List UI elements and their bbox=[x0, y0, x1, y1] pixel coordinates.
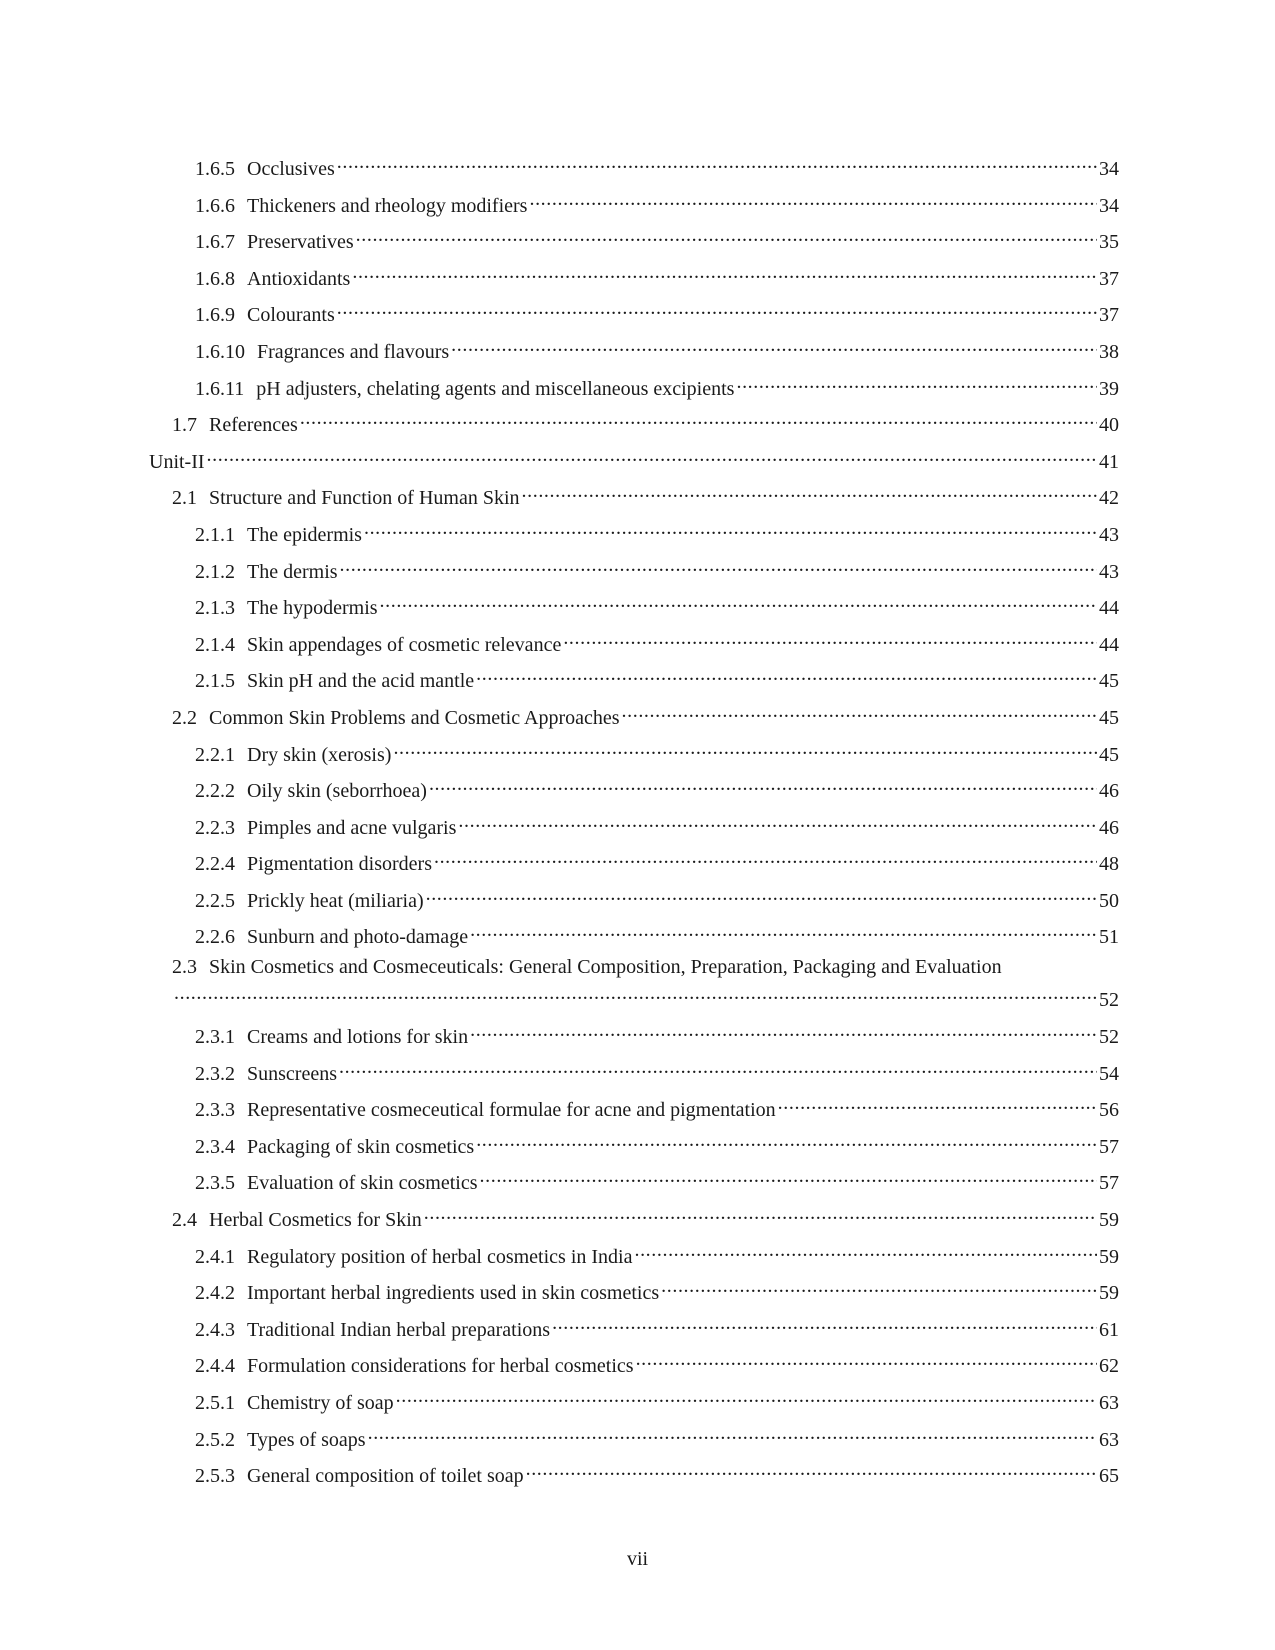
dot-leader bbox=[339, 1054, 1097, 1080]
toc-entry[interactable] bbox=[195, 1050, 1119, 1087]
toc-entry-title: Regulatory position of herbal cosmetics in India bbox=[247, 1245, 633, 1268]
dot-leader bbox=[458, 808, 1097, 834]
toc-entry[interactable] bbox=[195, 913, 1119, 950]
dot-leader bbox=[368, 1420, 1097, 1446]
toc-entry-title: Oily skin (seborrhoea) bbox=[247, 780, 427, 803]
toc-entry-number: 2.4.1 bbox=[195, 1245, 235, 1268]
toc-entry-title: Representative cosmeceutical formulae for acne and pigmentation bbox=[247, 1099, 776, 1122]
toc-entry-number: 2.2.3 bbox=[195, 816, 235, 839]
toc-entry-number: 2.1.3 bbox=[195, 597, 235, 620]
toc-entry[interactable] bbox=[195, 1013, 1119, 1050]
dot-leader bbox=[778, 1090, 1097, 1116]
toc-entry-number: 2.2.1 bbox=[195, 743, 235, 766]
toc-entry-title: Structure and Function of Human Skin bbox=[209, 487, 520, 510]
toc-entry[interactable] bbox=[195, 584, 1119, 621]
dot-leader bbox=[352, 259, 1097, 285]
toc-entry-title: Common Skin Problems and Cosmetic Approaches bbox=[209, 706, 620, 729]
dot-leader bbox=[207, 442, 1097, 468]
dot-leader bbox=[393, 735, 1097, 761]
toc-entry-number: 2.4 bbox=[172, 1209, 197, 1232]
toc-entry[interactable] bbox=[195, 877, 1119, 914]
toc-entry-number: 1.6.6 bbox=[195, 194, 235, 217]
toc-entry-page: 52 bbox=[1099, 1026, 1119, 1049]
toc-entry[interactable] bbox=[172, 694, 1119, 731]
toc-entry[interactable] bbox=[195, 621, 1119, 658]
dot-leader bbox=[470, 917, 1097, 943]
toc-entry-title: References bbox=[209, 414, 298, 437]
toc-entry-title: Sunscreens bbox=[247, 1062, 337, 1085]
toc-entry[interactable] bbox=[195, 1123, 1119, 1160]
toc-entry[interactable] bbox=[195, 731, 1119, 768]
toc-entry-number: 2.5.3 bbox=[195, 1465, 235, 1488]
dot-leader bbox=[522, 478, 1097, 504]
toc-entry-page: 39 bbox=[1099, 377, 1119, 400]
toc-entry-page: 57 bbox=[1099, 1135, 1119, 1158]
toc-entry-page: 63 bbox=[1099, 1428, 1119, 1451]
toc-entry-page: 34 bbox=[1099, 194, 1119, 217]
dot-leader bbox=[736, 369, 1097, 395]
dot-leader bbox=[337, 295, 1097, 321]
toc-entry-number: 2.1.2 bbox=[195, 560, 235, 583]
toc-entry-number: 2.4.4 bbox=[195, 1355, 235, 1378]
toc-entry-title: Preservatives bbox=[247, 231, 354, 254]
toc-entry-number: 1.6.10 bbox=[195, 340, 245, 363]
toc-entry[interactable] bbox=[195, 145, 1119, 182]
toc-entry-number: 2.4.3 bbox=[195, 1318, 235, 1341]
toc-entry-page: 45 bbox=[1099, 743, 1119, 766]
toc-entry-title: Skin pH and the acid mantle bbox=[247, 670, 475, 693]
dot-leader bbox=[434, 844, 1097, 870]
toc-entry-title: Types of soaps bbox=[247, 1428, 366, 1451]
toc-entry-page: 45 bbox=[1099, 670, 1119, 693]
toc-entry-page: 41 bbox=[1099, 450, 1119, 473]
dot-leader bbox=[429, 771, 1097, 797]
toc-entry-number: 2.5.2 bbox=[195, 1428, 235, 1451]
dot-leader bbox=[340, 552, 1097, 578]
toc-entry[interactable] bbox=[172, 401, 1119, 438]
toc-entry-page: 62 bbox=[1099, 1355, 1119, 1378]
dot-leader bbox=[424, 1200, 1097, 1226]
toc-entry-page: 42 bbox=[1099, 487, 1119, 510]
toc-entry-title: Traditional Indian herbal preparations bbox=[247, 1318, 551, 1341]
toc-entry-number: 1.6.5 bbox=[195, 158, 235, 180]
dot-leader bbox=[356, 222, 1097, 248]
toc-entry-page: 34 bbox=[1099, 158, 1119, 180]
toc-entry-page: 59 bbox=[1099, 1282, 1119, 1305]
toc-entry-title: Chemistry of soap bbox=[247, 1392, 394, 1414]
toc-entry-page: 37 bbox=[1099, 267, 1119, 290]
toc-entry[interactable] bbox=[195, 804, 1119, 841]
toc-entry-title: Dry skin (xerosis) bbox=[247, 743, 392, 766]
dot-leader bbox=[476, 1127, 1097, 1153]
toc-entry[interactable] bbox=[195, 182, 1119, 219]
toc-entry-number: 2.2.5 bbox=[195, 889, 235, 912]
dot-leader bbox=[636, 1346, 1097, 1372]
toc-entry-title: The epidermis bbox=[247, 523, 362, 546]
toc-entry-title: General composition of toilet soap bbox=[247, 1465, 524, 1488]
dot-leader bbox=[622, 698, 1097, 724]
toc-entry-title: The dermis bbox=[247, 560, 338, 583]
toc-entry-page: 43 bbox=[1099, 560, 1119, 583]
toc-entry-number: 2.2 bbox=[172, 706, 197, 729]
toc-entry-page: 46 bbox=[1099, 780, 1119, 803]
toc-entry[interactable] bbox=[195, 1233, 1119, 1270]
toc-entry-page: 57 bbox=[1099, 1172, 1119, 1195]
toc-entry-title: Pigmentation disorders bbox=[247, 853, 432, 876]
toc-entry[interactable] bbox=[195, 1452, 1119, 1489]
toc-entry-page: 65 bbox=[1099, 1465, 1119, 1488]
toc-entry-title: Unit-II bbox=[149, 450, 205, 473]
toc-entry[interactable] bbox=[195, 1342, 1119, 1379]
toc-entry-title: Herbal Cosmetics for Skin bbox=[209, 1209, 422, 1232]
toc-entry[interactable] bbox=[195, 1416, 1119, 1453]
toc-entry-title: Skin appendages of cosmetic relevance bbox=[247, 633, 562, 656]
toc-entry-number: 2.3.1 bbox=[195, 1026, 235, 1049]
toc-entry-number: 1.6.7 bbox=[195, 231, 235, 254]
toc-entry[interactable] bbox=[149, 438, 1119, 475]
toc-entry-title: The hypodermis bbox=[247, 597, 378, 620]
toc-entry-number: 1.6.8 bbox=[195, 267, 235, 290]
toc-entry[interactable] bbox=[195, 255, 1119, 292]
table-of-contents bbox=[0, 145, 1275, 1489]
dot-leader bbox=[396, 1383, 1097, 1409]
toc-entry-title: Occlusives bbox=[247, 158, 335, 180]
toc-entry[interactable] bbox=[172, 474, 1119, 511]
toc-entry[interactable] bbox=[195, 218, 1119, 255]
dot-leader bbox=[337, 149, 1097, 175]
toc-entry-number: 2.3.5 bbox=[195, 1172, 235, 1195]
dot-leader bbox=[380, 588, 1097, 614]
toc-entry[interactable] bbox=[195, 1159, 1119, 1196]
toc-entry-number: 1.7 bbox=[172, 414, 197, 437]
toc-entry-title: Colourants bbox=[247, 304, 335, 327]
toc-entry-number: 2.1.1 bbox=[195, 523, 235, 546]
toc-entry-page: 35 bbox=[1099, 231, 1119, 254]
toc-entry-title: Creams and lotions for skin bbox=[247, 1026, 469, 1049]
dot-leader bbox=[529, 186, 1097, 212]
toc-entry-page: 52 bbox=[1099, 989, 1119, 1012]
toc-entry-number: 1.6.11 bbox=[195, 377, 245, 400]
toc-entry-page: 40 bbox=[1099, 414, 1119, 437]
toc-entry-page: 44 bbox=[1099, 633, 1119, 656]
dot-leader bbox=[364, 515, 1097, 541]
toc-entry-page: 54 bbox=[1099, 1062, 1119, 1085]
toc-entry-number: 2.5.1 bbox=[195, 1392, 235, 1414]
toc-entry-title: Thickeners and rheology modifiers bbox=[247, 194, 528, 217]
toc-entry-page: 50 bbox=[1099, 889, 1119, 912]
toc-entry-title: Packaging of skin cosmetics bbox=[247, 1135, 475, 1158]
toc-entry[interactable] bbox=[195, 1086, 1119, 1123]
toc-entry-page: 37 bbox=[1099, 304, 1119, 327]
toc-entry[interactable] bbox=[195, 548, 1119, 585]
toc-entry[interactable] bbox=[195, 1269, 1119, 1306]
dot-leader bbox=[426, 881, 1097, 907]
toc-entry-title: Antioxidants bbox=[247, 267, 351, 290]
toc-entry-page: 63 bbox=[1099, 1392, 1119, 1414]
toc-entry-text: Skin Cosmetics and Cosmeceuticals: General Composition, Preparation, Packaging and Evaluation bbox=[209, 956, 1002, 979]
toc-entry-page: 46 bbox=[1099, 816, 1119, 839]
toc-entry-page: 45 bbox=[1099, 706, 1119, 729]
dot-leader bbox=[300, 405, 1097, 431]
toc-entry-page: 44 bbox=[1099, 597, 1119, 620]
dot-leader bbox=[480, 1163, 1097, 1189]
toc-entry-page: 59 bbox=[1099, 1209, 1119, 1232]
toc-entry-number: 2.2.4 bbox=[195, 853, 235, 876]
toc-entry-title: Formulation considerations for herbal cosmetics bbox=[247, 1355, 634, 1378]
toc-entry-number: 2.3.2 bbox=[195, 1062, 235, 1085]
toc-entry[interactable] bbox=[195, 365, 1119, 402]
toc-entry-number: 2.3.4 bbox=[195, 1135, 235, 1158]
toc-entry-title: Prickly heat (miliaria) bbox=[247, 889, 424, 912]
toc-entry-title: Evaluation of skin cosmetics bbox=[247, 1172, 478, 1195]
dot-leader bbox=[470, 1017, 1097, 1043]
toc-entry-number: 2.2.2 bbox=[195, 780, 235, 803]
dot-leader bbox=[552, 1310, 1097, 1336]
toc-entry-number: 1.6.9 bbox=[195, 304, 235, 327]
toc-entry[interactable] bbox=[195, 291, 1119, 328]
toc-entry[interactable] bbox=[195, 1306, 1119, 1343]
dot-leader bbox=[526, 1456, 1097, 1482]
dot-leader bbox=[634, 1237, 1097, 1263]
toc-entry-page: 38 bbox=[1099, 340, 1119, 363]
toc-entry-title: Pimples and acne vulgaris bbox=[247, 816, 457, 839]
toc-entry-title: Important herbal ingredients used in skin cosmetics bbox=[247, 1282, 660, 1305]
page-number: vii bbox=[626, 1548, 649, 1570]
toc-entry-number: 2.1 bbox=[172, 487, 197, 510]
toc-entry[interactable] bbox=[195, 767, 1119, 804]
toc-entry-title: Sunburn and photo-damage bbox=[247, 926, 469, 949]
toc-entry[interactable] bbox=[195, 328, 1119, 365]
toc-entry[interactable] bbox=[172, 950, 1119, 1013]
toc-entry-number: 2.1.4 bbox=[195, 633, 235, 656]
toc-entry[interactable] bbox=[172, 1196, 1119, 1233]
toc-entry-number: 2.1.5 bbox=[195, 670, 235, 693]
dot-leader bbox=[451, 332, 1097, 358]
toc-entry-number: 2.4.2 bbox=[195, 1282, 235, 1305]
toc-entry-number: 2.3.3 bbox=[195, 1099, 235, 1122]
toc-entry-number: 2.2.6 bbox=[195, 926, 235, 949]
toc-entry-page: 56 bbox=[1099, 1099, 1119, 1122]
dot-leader bbox=[476, 661, 1097, 687]
toc-entry-page: 48 bbox=[1099, 853, 1119, 876]
toc-entry[interactable] bbox=[195, 511, 1119, 548]
toc-entry[interactable] bbox=[195, 1379, 1119, 1416]
toc-entry[interactable] bbox=[195, 657, 1119, 694]
toc-entry-page: 43 bbox=[1099, 523, 1119, 546]
dot-leader bbox=[661, 1273, 1097, 1299]
toc-entry-title bbox=[172, 954, 1119, 980]
toc-entry-page: 51 bbox=[1099, 926, 1119, 949]
toc-entry[interactable] bbox=[195, 840, 1119, 877]
dot-leader bbox=[174, 980, 1097, 1006]
dot-leader bbox=[563, 625, 1097, 651]
toc-entry-page: 61 bbox=[1099, 1318, 1119, 1341]
toc-entry-title: pH adjusters, chelating agents and miscellaneous excipients bbox=[256, 377, 735, 400]
toc-entry-number: 2.3 bbox=[172, 956, 197, 979]
toc-entry-title: Fragrances and flavours bbox=[257, 340, 450, 363]
toc-entry-page: 59 bbox=[1099, 1245, 1119, 1268]
